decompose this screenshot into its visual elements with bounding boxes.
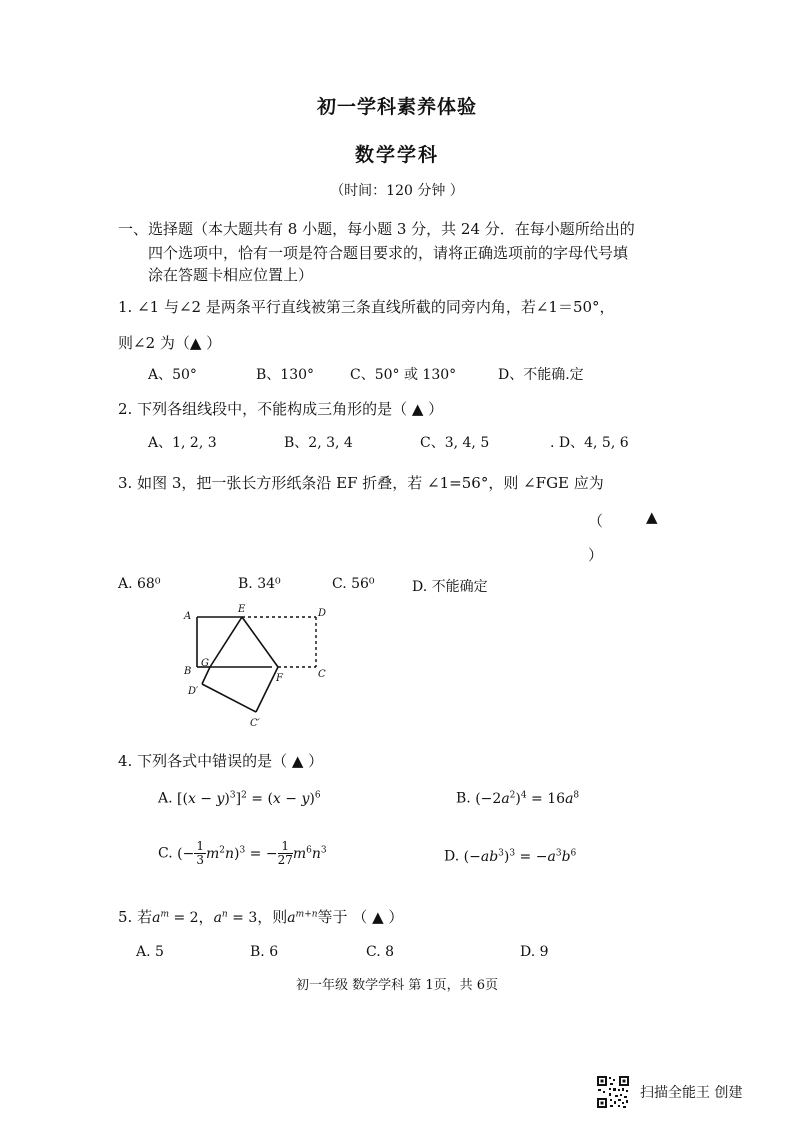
subject-title: 数学学科 bbox=[354, 144, 439, 166]
q4-option-b-label: B. bbox=[456, 790, 471, 807]
q4-option-a bbox=[158, 790, 321, 807]
q3-option-b: B. 34⁰ bbox=[238, 576, 281, 592]
figure-label-c: C bbox=[318, 669, 326, 680]
q5-option-d: D. 9 bbox=[520, 944, 549, 960]
q5-condition-2: $a^n = 3$ bbox=[213, 909, 258, 926]
q5-text-suffix: ，则 bbox=[257, 908, 288, 926]
q1-text-line2: 则∠2 为（▲ ） bbox=[118, 334, 222, 352]
q1-text-line1: 1. ∠1 与∠2 是两条平行直线被第三条直线所截的同旁内角，若∠1＝50°， bbox=[118, 298, 615, 316]
q4-option-b bbox=[456, 790, 579, 807]
exam-title: 初一学科素养体验 bbox=[316, 96, 477, 118]
section1-instructions-line1: 一、选择题（本大题共有 8 小题，每小题 3 分，共 24 分．在每小题所给出的 bbox=[118, 220, 635, 238]
q3-option-d: D. 不能确定 bbox=[412, 579, 488, 595]
figure-label-b: B bbox=[184, 666, 192, 677]
section1-instructions-line2: 四个选项中，恰有一项是符合题目要求的，请将正确选项前的字母代号填 bbox=[148, 244, 629, 262]
qr-code-icon bbox=[596, 1075, 630, 1109]
q2-option-d: . D、4, 5, 6 bbox=[550, 435, 629, 451]
figure-label-f: F bbox=[276, 673, 283, 684]
q3-option-a: A. 68⁰ bbox=[118, 576, 161, 592]
figure-edge-c1f bbox=[256, 667, 278, 712]
q1-option-c: C、50° 或 130° bbox=[350, 367, 457, 383]
figure-label-c-prime: C′ bbox=[250, 718, 260, 729]
figure-edge-d1c1 bbox=[202, 684, 256, 712]
q2-option-b: B、2, 3, 4 bbox=[284, 435, 353, 451]
figure-label-a: A bbox=[184, 611, 192, 622]
q4-option-a-formula: $[(x - y)^3]^2 = (x - y)^6$ bbox=[177, 790, 321, 807]
q4-option-a-label: A. bbox=[158, 790, 173, 807]
q3-text: 3. 如图 3，把一张长方形纸条沿 EF 折叠，若 ∠1=56°，则 ∠FGE 应为 bbox=[118, 474, 604, 492]
q1-option-a: A、50° bbox=[148, 367, 197, 383]
q4-text: 4. 下列各式中错误的是（ ▲ ） bbox=[118, 752, 324, 770]
q1-option-b: B、130° bbox=[256, 367, 315, 383]
q5-condition-1: $a^m = 2$ bbox=[152, 909, 199, 926]
page-footer: 初一年级 数学学科 第 1页，共 6页 bbox=[295, 978, 499, 993]
section1-instructions-line3: 涂在答题卡相应位置上） bbox=[148, 266, 314, 284]
q3-option-c: C. 56⁰ bbox=[332, 576, 375, 592]
q5-text-prefix: 5. 若 bbox=[118, 908, 153, 926]
q5-option-a: A. 5 bbox=[136, 944, 164, 960]
figure-edge-gd1 bbox=[202, 667, 210, 684]
q3-paren-close: ） bbox=[588, 546, 604, 564]
q5-option-b: B. 6 bbox=[250, 944, 279, 960]
exam-time: （时间：120 分钟 ） bbox=[330, 183, 464, 199]
q4-option-d-label: D. bbox=[444, 848, 460, 865]
q2-text: 2. 下列各组线段中，不能构成三角形的是（ ▲ ） bbox=[118, 400, 444, 418]
figure-edge-eg bbox=[210, 617, 242, 667]
q4-option-c-label: C. bbox=[158, 845, 173, 862]
q2-option-a: A、1, 2, 3 bbox=[148, 435, 217, 451]
q5-expression: $a^{m+n}$ bbox=[287, 909, 318, 926]
q2-option-c: C、3, 4, 5 bbox=[420, 435, 490, 451]
q4-option-b-formula: $(-2a^2)^4 = 16a^8$ bbox=[475, 790, 580, 807]
folded-strip-figure bbox=[180, 602, 340, 732]
q5-option-c: C. 8 bbox=[366, 944, 395, 960]
q3-paren-open: （ bbox=[588, 512, 604, 530]
scanner-watermark: 扫描全能王 创建 bbox=[640, 1085, 743, 1101]
q5-text-end: 等于 （ ▲ ） bbox=[317, 908, 404, 926]
figure-label-d-prime: D′ bbox=[188, 686, 199, 697]
q3-answer-marker: ▲ bbox=[646, 508, 658, 526]
q1-option-d: D、不能确.定 bbox=[498, 367, 584, 383]
q4-option-d-formula: $(-ab^3)^3 = -a^3b^6$ bbox=[463, 848, 577, 865]
figure-label-g: G bbox=[201, 658, 209, 669]
q4-option-c-formula: (− $\frac{1}{3}$ $m^2n)^3$ = − $\frac{1}{27}$ $m^6n^3$ bbox=[177, 839, 327, 867]
q4-option-d bbox=[444, 848, 576, 865]
figure-label-e: E bbox=[238, 604, 246, 615]
figure-label-d: D bbox=[318, 608, 327, 619]
figure-edge-ef bbox=[242, 617, 278, 667]
q5-text: 5. 若$a^m = 2$，$a^n = 3$，则$a^{m+n}$等于 （ ▲ ） bbox=[118, 908, 404, 926]
q4-option-c bbox=[158, 840, 327, 867]
